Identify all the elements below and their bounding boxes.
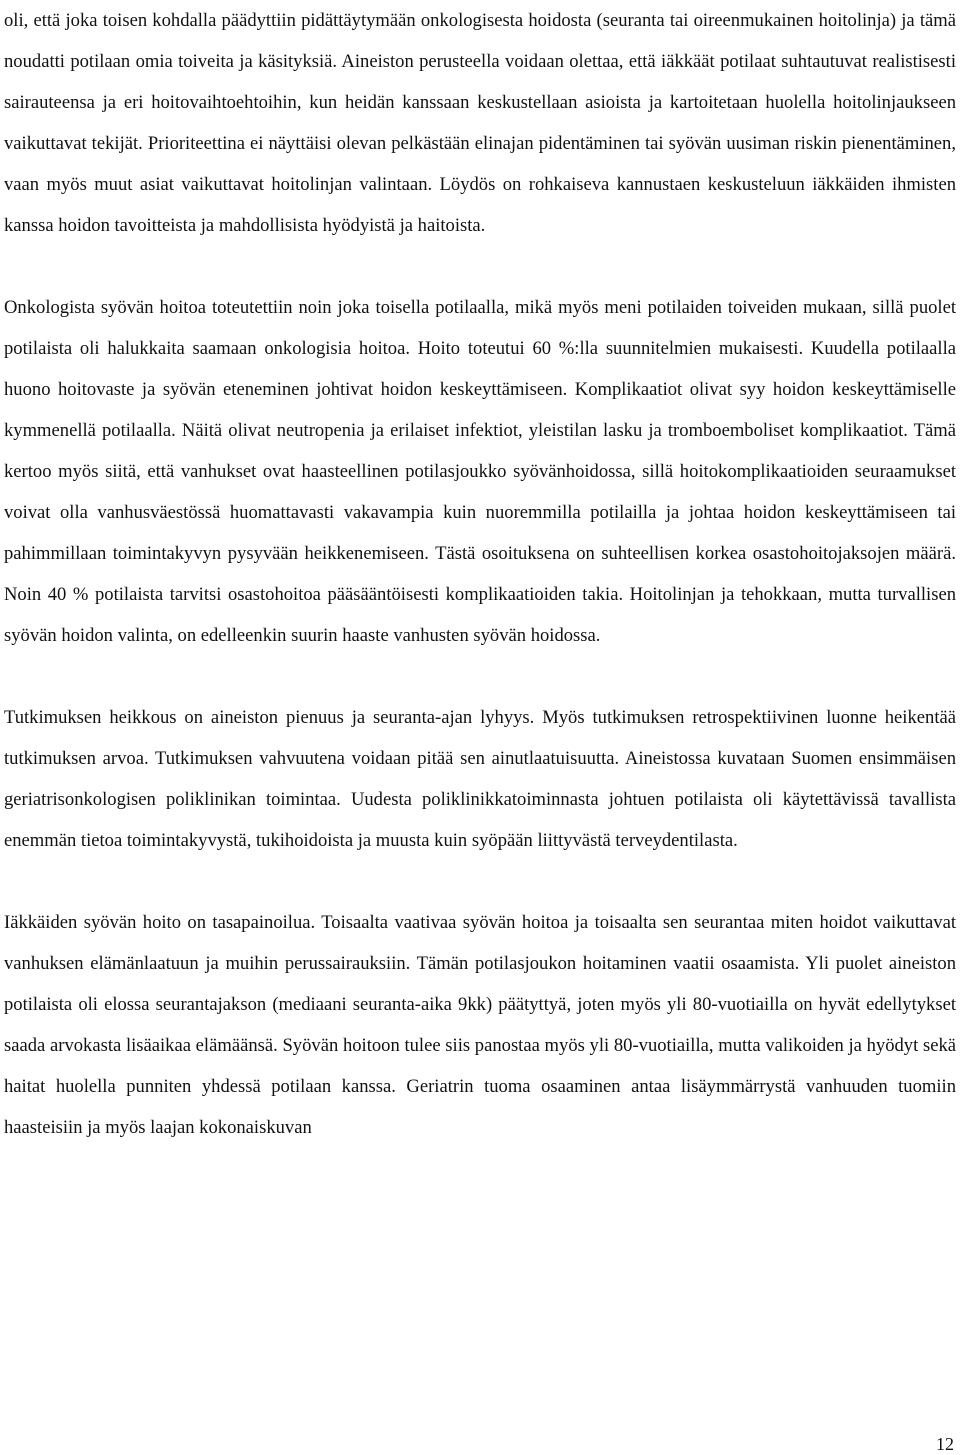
paragraph-tutkimuksen-arviointi: Tutkimuksen heikkous on aineiston pienuus ja seuranta-ajan lyhyys. Myös tutkimuksen retrospektiivinen luonne heikentää tutkimuksen arvoa. Tutkimuksen vahvuutena voidaan pitää sen ainutlaatuisuutta. Aineistossa kuvataan Suomen ensimmäisen geriatrisonkologisen poliklinikan toimintaa. Uudesta poliklinikkatoiminnasta johtuen potilaista oli käytettävissä tavallista enemmän tietoa toimintakyvystä, tukihoidoista ja muusta kuin syöpään liittyvästä terveydentilasta.	[4, 707, 956, 851]
paragraph-onkologinen-hoito: Onkologista syövän hoitoa toteutettiin noin joka toisella potilaalla, mikä myös meni potilaiden toiveiden mukaan, sillä puolet potilaista oli halukkaita saamaan onkologisia hoitoa. Hoito toteutui 60 %:lla suunnitelmien mukaisesti. Kuudella potilaalla huono hoitovaste ja syövän eteneminen johtivat hoidon keskeyttämiseen. Komplikaatiot olivat syy hoidon keskeyttämiselle kymmenellä potilaalla. Näitä olivat neutropenia ja erilaiset infektiot, yleistilan lasku ja tromboemboliset komplikaatiot. Tämä kertoo myös siitä, että vanhukset ovat haasteellinen potilasjoukko syövänhoidossa, sillä hoitokomplikaatioiden seuraamukset voivat olla vanhusväestössä huomattavasti vakavampia kuin nuoremmilla potilailla ja johtaa hoidon keskeyttämiseen tai pahimmillaan toimintakyvyn pysyvään heikkenemiseen. Tästä osoituksena on suhteellisen korkea osastohoitojaksojen määrä. Noin 40 % potilaista tarvitsi osastohoitoa pääsääntöisesti komplikaatioiden takia. Hoitolinjan ja tehokkaan, mutta turvallisen syövän hoidon valinta, on edelleenkin suurin haaste vanhusten syövän hoidossa.	[4, 297, 956, 646]
paragraph-hoitolinjaus: oli, että joka toisen kohdalla päädyttiin pidättäytymään onkologisesta hoidosta (seuranta tai oireenmukainen hoitolinja) ja tämä noudatti potilaan omia toiveita ja käsityksiä. Aineiston perusteella voidaan olettaa, että iäkkäät potilaat suhtautuvat realistisesti sairauteensa ja eri hoitovaihtoehtoihin, kun heidän kanssaan keskustellaan asioista ja kartoitetaan huolella hoitolinjaukseen vaikuttavat tekijät. Prioriteettina ei näyttäisi olevan pelkästään elinajan pidentäminen tai syövän uusiman riskin pienentäminen, vaan myös muut asiat vaikuttavat hoitolinjan valintaan. Löydös on rohkaiseva kannustaen keskusteluun iäkkäiden ihmisten kanssa hoidon tavoitteista ja mahdollisista hyödyistä ja haitoista.	[4, 10, 956, 236]
page-number: 12	[936, 1434, 954, 1454]
paragraph-tasapainoilu: Iäkkäiden syövän hoito on tasapainoilua. Toisaalta vaativaa syövän hoitoa ja toisaalta sen seurantaa miten hoidot vaikuttavat vanhuksen elämänlaatuun ja muihin perussairauksiin. Tämän potilasjoukon hoitaminen vaatii osaamista. Yli puolet aineiston potilaista oli elossa seurantajakson (mediaani seuranta-aika 9kk) päätyttyä, joten myös yli 80-vuotiailla on hyvät edellytykset saada arvokasta lisäaikaa elämäänsä. Syövän hoitoon tulee siis panostaa myös yli 80-vuotiailla, mutta valikoiden ja hyödyt sekä haitat huolella punniten yhdessä potilaan kanssa. Geriatrin tuoma osaaminen antaa lisäymmärrystä vanhuuden tuomiin haasteisiin ja myös laajan kokonaiskuvan	[4, 912, 956, 1138]
document-page	[4, 0, 956, 1148]
